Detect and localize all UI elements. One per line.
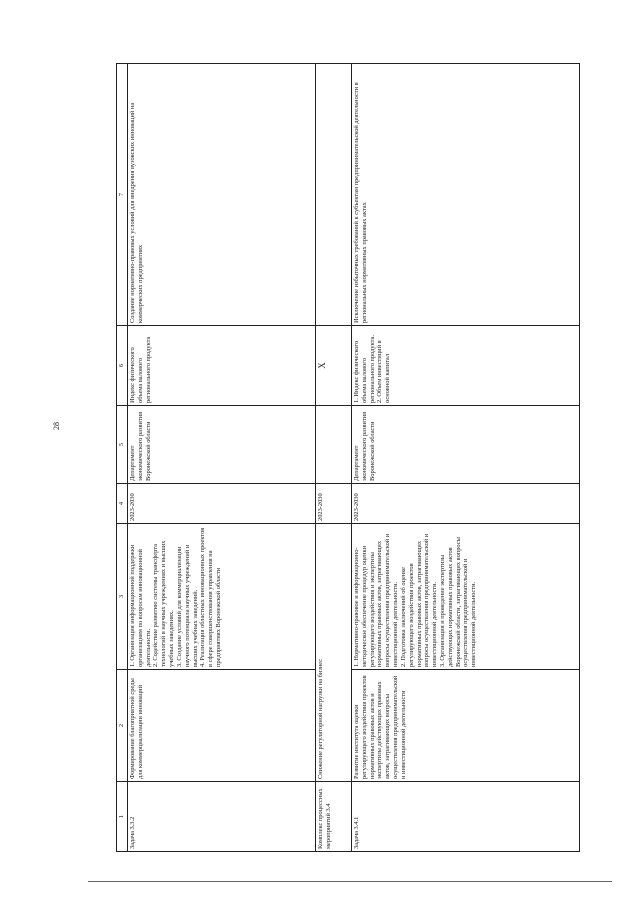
indicator-cell: Х	[316, 326, 352, 406]
expected-result-cell: Создание нормативно-правовых условий для внедрения вузовских инноваций на коммерческих предприятиях	[128, 64, 316, 326]
responsible-cell	[316, 406, 352, 484]
table-row	[316, 64, 352, 852]
task-name-cell: Формирование благоприятной среды для коммерциализации инноваций	[128, 670, 316, 782]
measures-cell: 1. Нормативно-правовое и информационно-методическое обеспечение процедур оценки регулирующего воздействия и экспертизы нормативных правовых актов, затрагивающих вопросы осуществления предпринимательской и инвестиционной деятельности. 2. Подготовка заключений об оценке регулирующего воздействия проектов нормативных правовых актов, затрагивающих вопросы осуществления предпринимательской и инвестиционной деятельности. 3. Организация и проведение экспертизы действующих нормативных правовых актов Воронежской области, затрагивающих вопросы осуществления предпринимательской и инвестиционной деятельности.	[352, 524, 580, 670]
column-header-5: 5	[117, 406, 128, 484]
expected-result-cell	[316, 64, 352, 326]
column-header-7: 7	[117, 64, 128, 326]
task-id-cell: Задача 3.4.1	[352, 782, 580, 852]
page-number: 28	[52, 422, 61, 430]
column-header-1: 1	[117, 782, 128, 852]
period-cell: 2023-2030	[352, 484, 580, 524]
column-header-6: 6	[117, 326, 128, 406]
measures-cell: 1. Организация информационной поддержки организациям по вопросам инновационной деятельности. 2. Содействие развитию системы трансферта технологий в научных учреждениях и высших учебных заведениях. 3. Создание условий для коммерциализации научного потенциала научных учреждений и высших учебных заведений. 4. Реализация областных инновационных проектов в сфере совершенствования управления на предприятиях Воронежской области	[128, 524, 316, 670]
task-name-cell: Развитие института оценки регулирующего воздействия проектов нормативных правовых актов и экспертизы действующих правовых актов, затрагивающих вопросы осуществления предпринимательской и инвестиционной деятельности	[352, 670, 580, 782]
table-row	[128, 64, 316, 852]
column-header-2: 2	[117, 670, 128, 782]
header-row	[117, 64, 128, 852]
period-cell: 2023-2030	[316, 484, 352, 524]
indicator-cell: 1. Индекс физического объема валового регионального продукта. 2. Объем инвестиций в основной капитал	[352, 326, 580, 406]
expected-result-cell: Исключение избыточных требований к субъектам предпринимательской деятельности в региональных нормативных правовых актах	[352, 64, 580, 326]
responsible-cell: Департамент экономического развития Воронежской области	[128, 406, 316, 484]
complex-id-cell: Комплекс процессных мероприятий 3.4	[316, 782, 352, 852]
program-measures-table	[116, 63, 580, 852]
complex-name-cell: Снижение регуляторной нагрузки на бизнес	[316, 524, 352, 782]
indicator-cell: Индекс физического объема валового регионального продукта	[128, 326, 316, 406]
footer-divider	[88, 881, 612, 882]
task-id-cell: Задача 3.3.2	[128, 782, 316, 852]
responsible-cell: Департамент экономического развития Воронежской области	[352, 406, 580, 484]
table-row	[352, 64, 580, 852]
column-header-3: 3	[117, 524, 128, 670]
rotated-table-container	[116, 64, 612, 852]
period-cell: 2023-2030	[128, 484, 316, 524]
column-header-4: 4	[117, 484, 128, 524]
